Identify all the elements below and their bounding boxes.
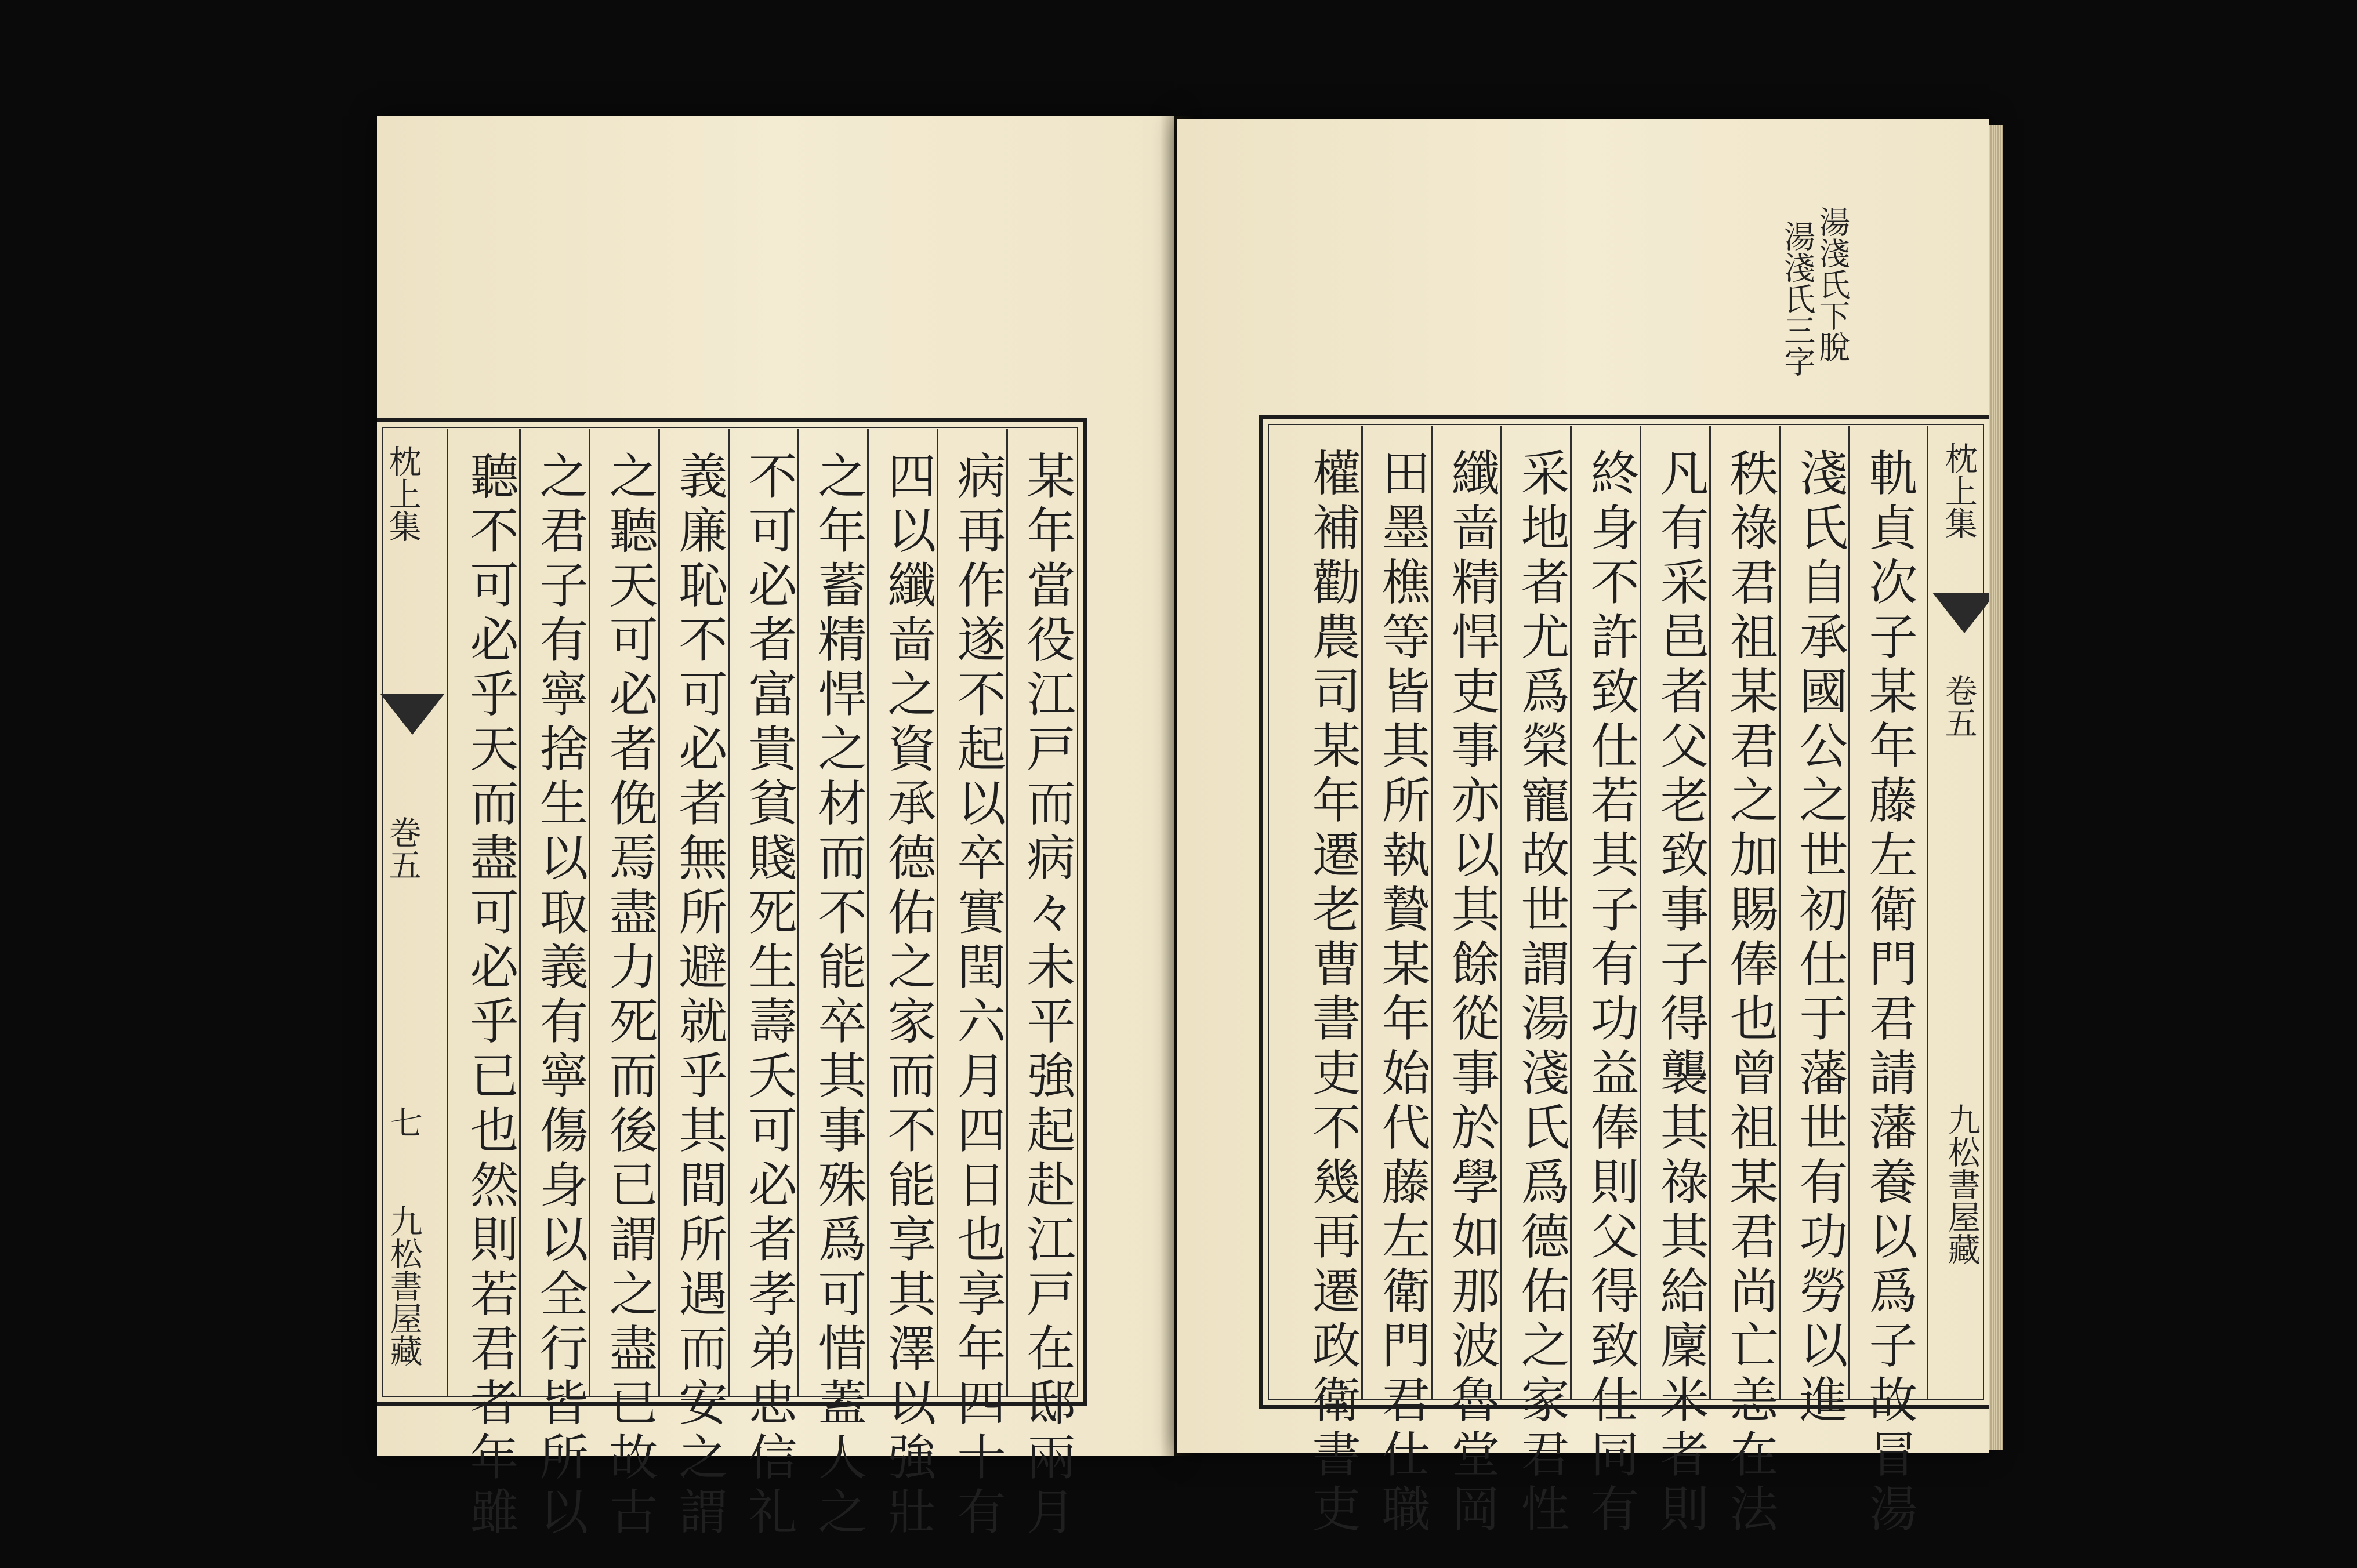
text-column: 終身不許致仕若其子有功益俸則父得致仕同有 [1583, 448, 1640, 1538]
marginal-note-line: 湯淺氏下脫 [1814, 206, 1851, 362]
column-rule [1570, 426, 1572, 1399]
column-rule [1361, 426, 1363, 1399]
left-collection-stamp: 九松書屋藏 [385, 1204, 423, 1367]
column-rule [1640, 426, 1641, 1399]
column-rule [1709, 426, 1711, 1399]
column-rule [1431, 426, 1433, 1399]
text-column: 病再作遂不起以卒實閏六月四日也享年四十有 [949, 451, 1006, 1541]
text-column: 之聽天可必者俛焉盡力死而後已謂之盡已故古 [601, 451, 658, 1541]
text-column: 軌貞次子某年藤左衛門君請藩養以爲子故冒湯 [1861, 448, 1918, 1538]
text-column: 纖啬精悍吏事亦以其餘從事於學如那波魯堂岡 [1444, 448, 1500, 1538]
text-column: 不可必者富貴貧賤死生壽夭可必者孝弟忠信礼 [741, 451, 797, 1541]
text-column: 田墨樵等皆其所執贄某年始代藤左衛門君仕職 [1374, 448, 1431, 1538]
left-text-frame [377, 418, 1087, 1541]
right-text-frame [1259, 415, 1989, 1538]
column-rule [589, 429, 590, 1396]
column-rule [1500, 426, 1502, 1399]
fishtail-ornament [380, 694, 444, 735]
column-rule [519, 429, 521, 1396]
right-margin-title: 枕上集 [1939, 442, 1978, 539]
left-volume-label: 巻五 [383, 816, 422, 881]
column-rule [658, 429, 660, 1396]
right-page [1177, 119, 1989, 1538]
left-margin-title: 枕上集 [383, 445, 422, 542]
column-rule [1848, 426, 1850, 1399]
left-folio-number: 七 [385, 1106, 423, 1138]
fishtail-ornament [1932, 593, 1996, 633]
text-column: 凡有采邑者父老致事子得襲其祿其給廩米者則 [1652, 448, 1709, 1538]
column-rule [447, 429, 448, 1396]
column-rule [1927, 426, 1928, 1399]
text-column: 義廉恥不可必者無所避就乎其間所遇而安之謂 [671, 451, 728, 1541]
column-rule [728, 429, 730, 1396]
column-rule [1006, 429, 1008, 1396]
text-column: 秩祿君祖某君之加賜俸也曾祖某君尚亡恙在法 [1722, 448, 1779, 1538]
text-column: 淺氏自承國公之世初仕于藩世有功勞以進 [1792, 448, 1848, 1429]
column-rule [1779, 426, 1781, 1399]
right-volume-label: 卷五 [1939, 674, 1978, 739]
marginal-note-line: 湯淺氏三字 [1779, 220, 1816, 377]
text-column: 四以纖啬之資承德佑之家而不能享其澤以強壯 [880, 451, 937, 1541]
column-rule [937, 429, 938, 1396]
text-column: 聽不可必乎天而盡可必乎已也然則若君者年雖 [462, 451, 519, 1541]
text-column: 某年當役江戸而病々未平強起赴江戸在邸兩月 [1019, 451, 1076, 1541]
left-page [377, 116, 1174, 1541]
text-column: 之君子有寧捨生以取義有寧傷身以全行皆所以 [532, 451, 589, 1541]
column-rule [797, 429, 799, 1396]
text-column: 之年蓄精悍之材而不能卒其事殊爲可惜蓋人之 [810, 451, 867, 1541]
column-rule [867, 429, 869, 1396]
right-collection-stamp: 九松書屋藏 [1942, 1103, 1981, 1265]
text-column: 權補勸農司某年遷老曹書吏不幾再遷政衛書吏 [1304, 448, 1361, 1538]
text-column: 采地者尤爲榮寵故世謂湯淺氏爲德佑之家君性 [1513, 448, 1570, 1538]
